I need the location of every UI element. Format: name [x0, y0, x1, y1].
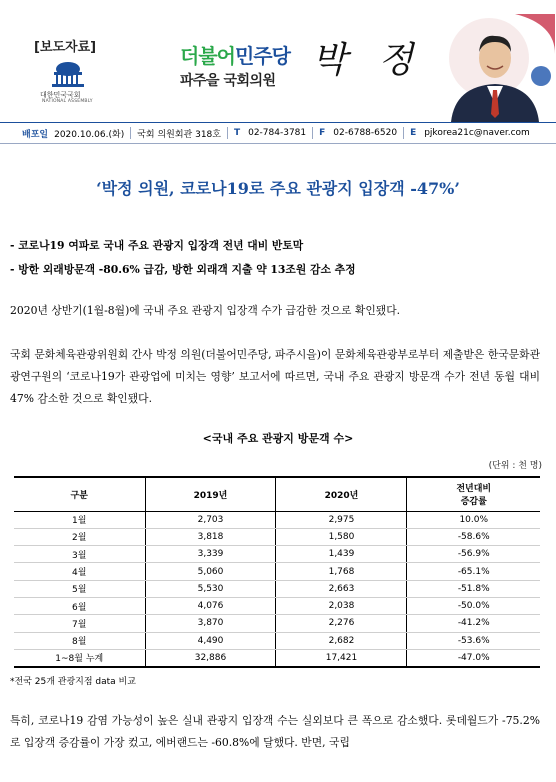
table-cell: -53.6% — [407, 632, 540, 649]
body-paragraph: 2020년 상반기(1월-8월)에 국내 주요 관광지 입장객 수가 급감한 것으로 확인됐다. — [10, 304, 401, 317]
table-cell: -51.8% — [407, 580, 540, 597]
portrait-image — [437, 14, 555, 122]
table-footnote: *전국 25개 관광지점 data 비교 — [10, 677, 136, 687]
table-row — [14, 546, 540, 563]
contact-bar — [0, 122, 556, 144]
table-cell: -41.2% — [407, 615, 540, 632]
summary-bullet: - 코로나19 여파로 국내 주요 관광지 입장객 전년 대비 반토막 — [10, 239, 304, 252]
national-assembly-icon — [48, 60, 88, 88]
table-cell: 4,076 — [145, 597, 276, 614]
visitor-stats-table — [14, 476, 540, 668]
table-row — [14, 597, 540, 614]
assembly-name: 대한민국국회 — [40, 91, 81, 99]
table-cell: 1~8월 누계 — [14, 649, 145, 666]
divider — [130, 127, 131, 139]
table-cell: 7월 — [14, 615, 145, 632]
party-name-part2: 민주당 — [234, 44, 290, 68]
table-cell: 5,060 — [145, 563, 276, 580]
signature: 박 정 — [312, 40, 423, 81]
table-cell: 4월 — [14, 563, 145, 580]
table-cell: -58.6% — [407, 528, 540, 545]
table-cell: 1,439 — [276, 546, 407, 563]
body-paragraph: 특히, 코로나19 감염 가능성이 높은 실내 관광지 입장객 수는 실외보다 큰 폭으로 감소했다. 롯데월드가 -75.2%로 입장객 증감률이 가장 컸고, 에버랜드는 -60.8%에 달했다. 반면, 국립 — [10, 714, 540, 749]
table-cell: 2,682 — [276, 632, 407, 649]
table-row — [14, 528, 540, 545]
fax-number: 02-6788-6520 — [333, 128, 398, 138]
press-header — [0, 0, 556, 120]
fax-label: F — [319, 128, 326, 138]
press-title: ‘박정 의원, 코로나19로 주요 관광지 입장객 -47%’ — [96, 179, 460, 198]
table-cell: 17,421 — [276, 649, 407, 666]
table-cell: 2,975 — [276, 511, 407, 528]
column-header: 2019년 — [145, 477, 276, 511]
table-cell: 2,663 — [276, 580, 407, 597]
district-title: 파주을 국회의원 — [180, 73, 276, 89]
table-cell: 2,276 — [276, 615, 407, 632]
table-unit: (단위 : 천 명) — [488, 461, 542, 471]
table-cell: 10.0% — [407, 511, 540, 528]
release-date-label: 배포일 — [22, 129, 49, 140]
table-cell: 8월 — [14, 632, 145, 649]
party-name — [180, 40, 290, 69]
table-row — [14, 563, 540, 580]
release-date: 2020.10.06.(화) — [54, 129, 125, 140]
table-cell: 2,703 — [145, 511, 276, 528]
divider — [403, 127, 404, 139]
divider — [312, 127, 313, 139]
table-cell: 2,038 — [276, 597, 407, 614]
email-address[interactable]: pjkorea21c@naver.com — [424, 128, 530, 138]
table-cell: 32,886 — [145, 649, 276, 666]
table-total-row — [14, 649, 540, 666]
column-header: 2020년 — [276, 477, 407, 511]
office-address: 국회 의원회관 318호 — [137, 129, 221, 140]
table-cell: 3,818 — [145, 528, 276, 545]
table-cell: 3,870 — [145, 615, 276, 632]
summary-bullet: - 방한 외래방문객 -80.6% 급감, 방한 외래객 지출 약 13조원 감소 추정 — [10, 263, 356, 276]
press-release-label: [보도자료] — [34, 40, 97, 55]
email-label: E — [410, 128, 417, 138]
table-cell: 1,580 — [276, 528, 407, 545]
table-cell: 3,339 — [145, 546, 276, 563]
table-cell: 5,530 — [145, 580, 276, 597]
table-row — [14, 511, 540, 528]
table-cell: -47.0% — [407, 649, 540, 666]
table-row — [14, 580, 540, 597]
divider — [227, 127, 228, 139]
table-cell: 4,490 — [145, 632, 276, 649]
table-cell: 5월 — [14, 580, 145, 597]
table-cell: -56.9% — [407, 546, 540, 563]
body-paragraph: 국회 문화체육관광위원회 간사 박정 의원(더불어민주당, 파주시을)이 문화체육관광부로부터 제출받은 한국문화관광연구원의 ‘코로나19가 관광업에 미치는 영향’ 보고서에 따르면, 국내 주요 관광지 방문객 수가 전년 동월 대비 47% 감소한 것으로 확인됐다. — [10, 348, 540, 405]
table-cell: 2월 — [14, 528, 145, 545]
summary-bullets — [10, 234, 356, 282]
phone-number: 02-784-3781 — [248, 128, 307, 138]
table-row — [14, 615, 540, 632]
table-header-row — [14, 477, 540, 511]
table-cell: 1,768 — [276, 563, 407, 580]
assembly-name-en: NATIONAL ASSEMBLY — [42, 99, 93, 104]
table-cell: 1월 — [14, 511, 145, 528]
phone-label: T — [233, 128, 241, 138]
table-title: <국내 주요 관광지 방문객 수> — [202, 432, 354, 445]
column-header: 구분 — [14, 477, 145, 511]
table-cell: -50.0% — [407, 597, 540, 614]
party-name-part1: 더불어 — [180, 44, 235, 68]
table-cell: 3월 — [14, 546, 145, 563]
table-cell: 6월 — [14, 597, 145, 614]
table-cell: -65.1% — [407, 563, 540, 580]
table-row — [14, 632, 540, 649]
column-header: 전년대비 증감률 — [407, 477, 540, 511]
